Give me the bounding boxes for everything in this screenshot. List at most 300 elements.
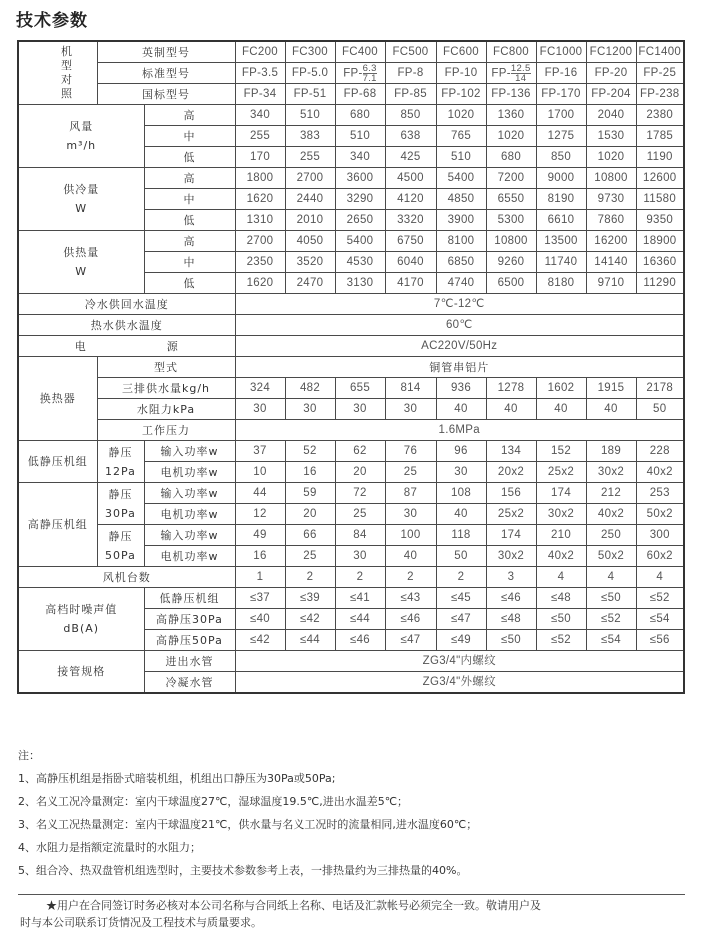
value-cell: 1275 xyxy=(536,126,586,147)
row-label: 输入功率w xyxy=(144,441,235,462)
model-cell: FP-16 xyxy=(536,63,586,84)
table-row xyxy=(18,294,684,315)
group-label: 低静压机组 xyxy=(18,441,97,483)
value-cell: 1.6MPa xyxy=(235,420,684,441)
model-cell xyxy=(486,63,536,84)
speed-label: 高 xyxy=(144,105,235,126)
value-cell: 2350 xyxy=(235,252,285,273)
note-item: 3、名义工况热量测定：室内干球温度21℃，供水量与名义工况时的流量相同,进水温度60℃； xyxy=(18,818,478,831)
value-cell: 4850 xyxy=(436,189,486,210)
row-label: 三排供水量kg/h xyxy=(97,378,235,399)
value-cell: 4170 xyxy=(385,273,436,294)
value-cell: 16 xyxy=(285,462,335,483)
cooling-label xyxy=(18,168,144,231)
value-cell: 40 xyxy=(586,399,636,420)
value-cell: 87 xyxy=(385,483,436,504)
row-label: 输入功率w xyxy=(144,483,235,504)
value-cell: 3320 xyxy=(385,210,436,231)
value-cell: 1700 xyxy=(536,105,586,126)
model-cell: FC200 xyxy=(235,41,285,63)
label-line: 静压 xyxy=(108,445,133,459)
value-cell: 10 xyxy=(235,462,285,483)
label-part: 源 xyxy=(166,339,179,353)
value-cell: 50x2 xyxy=(636,504,684,525)
value-cell: 510 xyxy=(335,126,385,147)
value-cell: ≤46 xyxy=(335,630,385,651)
value-cell: ≤45 xyxy=(436,588,486,609)
value-cell: 25x2 xyxy=(486,504,536,525)
model-cell: FP-136 xyxy=(486,84,536,105)
value-cell: 174 xyxy=(486,525,536,546)
label-line: 12Pa xyxy=(105,464,136,478)
value-cell: ≤40 xyxy=(235,609,285,630)
model-cell: FC1400 xyxy=(636,41,684,63)
value-cell: 9000 xyxy=(536,168,586,189)
value-cell: 96 xyxy=(436,441,486,462)
value-cell: 118 xyxy=(436,525,486,546)
value-cell: 30 xyxy=(335,546,385,567)
speed-label: 低 xyxy=(144,273,235,294)
value-cell: 383 xyxy=(285,126,335,147)
note-item: 1、高静压机组是指卧式暗装机组，机组出口静压为30Pa或50Pa; xyxy=(18,772,336,785)
value-cell: 52 xyxy=(285,441,335,462)
value-cell: 铜管串铝片 xyxy=(235,357,684,378)
value-cell: 2470 xyxy=(285,273,335,294)
table-row xyxy=(18,105,684,126)
fraction-bottom: 14 xyxy=(515,72,527,84)
value-cell: 1 xyxy=(235,567,285,588)
value-cell: 1915 xyxy=(586,378,636,399)
value-cell: 62 xyxy=(335,441,385,462)
value-cell: ≤50 xyxy=(536,609,586,630)
value-cell: 9710 xyxy=(586,273,636,294)
value-cell: 5300 xyxy=(486,210,536,231)
value-cell: 152 xyxy=(536,441,586,462)
value-cell: 655 xyxy=(335,378,385,399)
value-cell: 1602 xyxy=(536,378,586,399)
value-cell: 340 xyxy=(335,147,385,168)
model-cell: FC400 xyxy=(335,41,385,63)
table-row xyxy=(18,399,684,420)
value-cell: 59 xyxy=(285,483,335,504)
value-cell: ≤42 xyxy=(285,609,335,630)
value-cell: 108 xyxy=(436,483,486,504)
value-cell: 1310 xyxy=(235,210,285,231)
row-label: 电机功率w xyxy=(144,504,235,525)
fraction-top: 6.3 xyxy=(362,62,377,74)
row-label: 水阻力kPa xyxy=(97,399,235,420)
row-label: 高静压30Pa xyxy=(144,609,235,630)
model-cell: FC1200 xyxy=(586,41,636,63)
group-label: 接管规格 xyxy=(18,651,144,694)
value-cell: 510 xyxy=(436,147,486,168)
value-cell: 12 xyxy=(235,504,285,525)
value-cell: 936 xyxy=(436,378,486,399)
value-cell: 638 xyxy=(385,126,436,147)
value-cell: 6850 xyxy=(436,252,486,273)
value-cell: 25x2 xyxy=(536,462,586,483)
value-cell: 20 xyxy=(285,504,335,525)
value-cell: 189 xyxy=(586,441,636,462)
value-cell: 2440 xyxy=(285,189,335,210)
value-cell: 2010 xyxy=(285,210,335,231)
value-cell: 30 xyxy=(385,399,436,420)
value-cell: 4740 xyxy=(436,273,486,294)
value-cell: 9730 xyxy=(586,189,636,210)
value-cell: ≤44 xyxy=(285,630,335,651)
value-cell: ≤50 xyxy=(586,588,636,609)
value-cell: ≤50 xyxy=(486,630,536,651)
group-label: 换热器 xyxy=(18,357,97,441)
value-cell: 1020 xyxy=(436,105,486,126)
value-cell: 6040 xyxy=(385,252,436,273)
value-cell: ≤44 xyxy=(335,609,385,630)
value-cell: 1785 xyxy=(636,126,684,147)
model-cell: FP-25 xyxy=(636,63,684,84)
value-cell: 4 xyxy=(536,567,586,588)
page-title: 技术参数 xyxy=(16,11,88,31)
speed-label: 中 xyxy=(144,252,235,273)
value-cell: 253 xyxy=(636,483,684,504)
label-line: dB(A) xyxy=(63,622,100,635)
row-label: 进出水管 xyxy=(144,651,235,672)
footer-line-1: ★用户在合同签订时务必核对本公司名称与合同纸上名称、电话及汇款帐号必须完全一致。敬请用户及 xyxy=(46,899,541,912)
row-label: 型式 xyxy=(97,357,235,378)
value-cell: 76 xyxy=(385,441,436,462)
value-cell: 765 xyxy=(436,126,486,147)
value-cell: 814 xyxy=(385,378,436,399)
value-cell: 16360 xyxy=(636,252,684,273)
divider-line xyxy=(18,894,685,895)
value-cell: 3290 xyxy=(335,189,385,210)
value-cell: 2 xyxy=(436,567,486,588)
row-label: 高静压50Pa xyxy=(144,630,235,651)
value-cell: 2040 xyxy=(586,105,636,126)
table-row xyxy=(18,63,684,84)
value-cell: 3130 xyxy=(335,273,385,294)
fraction-bottom: 7.1 xyxy=(362,72,377,84)
value-cell: ≤48 xyxy=(486,609,536,630)
value-cell: 10800 xyxy=(486,231,536,252)
value-cell: 30 xyxy=(436,462,486,483)
value-cell: 4120 xyxy=(385,189,436,210)
group-label: 高静压机组 xyxy=(18,483,97,567)
value-cell: 25 xyxy=(335,504,385,525)
value-cell: ≤41 xyxy=(335,588,385,609)
sub-label xyxy=(97,441,144,483)
note-item: 2、名义工况冷量测定：室内干球温度27℃，湿球温度19.5℃,进出水温差5℃； xyxy=(18,795,409,808)
table-row xyxy=(18,651,684,672)
value-cell: 40x2 xyxy=(586,504,636,525)
value-cell: 3 xyxy=(486,567,536,588)
table-row xyxy=(18,231,684,252)
value-cell: ≤49 xyxy=(436,630,486,651)
model-cell: FC500 xyxy=(385,41,436,63)
value-cell: 255 xyxy=(285,147,335,168)
value-cell: 1620 xyxy=(235,189,285,210)
model-cell: FP-20 xyxy=(586,63,636,84)
value-cell: 482 xyxy=(285,378,335,399)
table-row xyxy=(18,441,684,462)
value-cell: 6550 xyxy=(486,189,536,210)
model-fraction xyxy=(511,64,531,83)
row-label: 英制型号 xyxy=(97,41,235,63)
label-part: 电 xyxy=(74,339,87,353)
value-cell: 4 xyxy=(586,567,636,588)
table-row xyxy=(18,336,684,357)
value-cell: 30x2 xyxy=(586,462,636,483)
value-cell: 7860 xyxy=(586,210,636,231)
value-cell: 13500 xyxy=(536,231,586,252)
value-cell: 8100 xyxy=(436,231,486,252)
value-cell: 50x2 xyxy=(586,546,636,567)
value-cell: 324 xyxy=(235,378,285,399)
sub-label xyxy=(97,483,144,525)
value-cell: ≤47 xyxy=(436,609,486,630)
value-cell: 2 xyxy=(385,567,436,588)
value-cell: ZG3/4"内螺纹 xyxy=(235,651,684,672)
value-cell: 49 xyxy=(235,525,285,546)
value-cell: 510 xyxy=(285,105,335,126)
speed-label: 中 xyxy=(144,126,235,147)
value-cell: ≤52 xyxy=(636,588,684,609)
model-cell: FC300 xyxy=(285,41,335,63)
value-cell: 3600 xyxy=(335,168,385,189)
value-cell: 6750 xyxy=(385,231,436,252)
table-row xyxy=(18,588,684,609)
value-cell: ≤52 xyxy=(536,630,586,651)
value-cell: 255 xyxy=(235,126,285,147)
value-cell: ≤46 xyxy=(385,609,436,630)
row-label: 电机功率w xyxy=(144,546,235,567)
value-cell: 40 xyxy=(486,399,536,420)
table-row xyxy=(18,357,684,378)
value-cell: 2650 xyxy=(335,210,385,231)
value-cell: 40 xyxy=(536,399,586,420)
value-cell: 2700 xyxy=(285,168,335,189)
value-cell: 4050 xyxy=(285,231,335,252)
value-cell: 66 xyxy=(285,525,335,546)
value-cell: 30 xyxy=(285,399,335,420)
value-cell: 850 xyxy=(536,147,586,168)
note-item: 5、组合冷、热双盘管机组选型时，主要技术参数参考上表，一排热量约为三排热量的40%。 xyxy=(18,864,468,877)
row-label: 冷凝水管 xyxy=(144,672,235,694)
value-cell: 1020 xyxy=(586,147,636,168)
notes-heading: 注： xyxy=(18,749,40,762)
value-cell: 250 xyxy=(586,525,636,546)
value-cell: 1278 xyxy=(486,378,536,399)
model-cell: FP-85 xyxy=(385,84,436,105)
value-cell: 6500 xyxy=(486,273,536,294)
value-cell: ≤43 xyxy=(385,588,436,609)
label-line: 供冷量 xyxy=(63,183,100,196)
model-cell: FP-204 xyxy=(586,84,636,105)
value-cell: 60℃ xyxy=(235,315,684,336)
value-cell: 40 xyxy=(436,399,486,420)
model-group-label-text: 机型对照 xyxy=(61,45,73,100)
row-label: 工作压力 xyxy=(97,420,235,441)
model-group-label xyxy=(18,41,97,105)
value-cell: 10800 xyxy=(586,168,636,189)
row-label: 冷水供回水温度 xyxy=(18,294,235,315)
value-cell: 680 xyxy=(486,147,536,168)
model-cell: FC800 xyxy=(486,41,536,63)
value-cell: ≤48 xyxy=(536,588,586,609)
value-cell: 60x2 xyxy=(636,546,684,567)
value-cell: 680 xyxy=(335,105,385,126)
value-cell: 84 xyxy=(335,525,385,546)
value-cell: 30 xyxy=(335,399,385,420)
value-cell: 6610 xyxy=(536,210,586,231)
speed-label: 低 xyxy=(144,210,235,231)
value-cell: 5400 xyxy=(335,231,385,252)
speed-label: 高 xyxy=(144,231,235,252)
value-cell: 1020 xyxy=(486,126,536,147)
value-cell: 50 xyxy=(436,546,486,567)
model-cell: FP-102 xyxy=(436,84,486,105)
model-prefix: FP- xyxy=(343,67,363,80)
table-row xyxy=(18,378,684,399)
model-cell: FC1000 xyxy=(536,41,586,63)
speed-label: 高 xyxy=(144,168,235,189)
value-cell: 44 xyxy=(235,483,285,504)
value-cell: 40 xyxy=(385,546,436,567)
label-line: 高档时噪声值 xyxy=(45,603,118,616)
table-row xyxy=(18,567,684,588)
model-cell: FP-8 xyxy=(385,63,436,84)
row-label: 电机功率w xyxy=(144,462,235,483)
value-cell: ≤37 xyxy=(235,588,285,609)
value-cell: 11580 xyxy=(636,189,684,210)
label-line: W xyxy=(75,265,88,278)
label-line: 静压 xyxy=(108,529,133,543)
value-cell: 7℃-12℃ xyxy=(235,294,684,315)
value-cell: 16200 xyxy=(586,231,636,252)
fraction-top: 12.5 xyxy=(510,62,531,74)
table-row xyxy=(18,483,684,504)
value-cell: 11290 xyxy=(636,273,684,294)
value-cell: 72 xyxy=(335,483,385,504)
row-label: 热水供水温度 xyxy=(18,315,235,336)
value-cell: 3900 xyxy=(436,210,486,231)
footer-line-2: 时与本公司联系订货情况及工程技术与质量要求。 xyxy=(20,916,262,929)
value-cell: 30 xyxy=(235,399,285,420)
value-cell: 300 xyxy=(636,525,684,546)
value-cell: 40x2 xyxy=(536,546,586,567)
table-row xyxy=(18,41,684,63)
model-fraction xyxy=(363,64,377,83)
label-line: 30Pa xyxy=(105,506,136,520)
speed-label: 低 xyxy=(144,147,235,168)
value-cell: 8190 xyxy=(536,189,586,210)
label-line: 静压 xyxy=(108,487,133,501)
spec-table xyxy=(17,40,685,694)
heating-label xyxy=(18,231,144,294)
value-cell: 18900 xyxy=(636,231,684,252)
value-cell: 212 xyxy=(586,483,636,504)
model-cell: FP-34 xyxy=(235,84,285,105)
value-cell: ≤56 xyxy=(636,630,684,651)
model-prefix: FP- xyxy=(491,67,511,80)
row-label: 低静压机组 xyxy=(144,588,235,609)
value-cell: 1190 xyxy=(636,147,684,168)
value-cell: 170 xyxy=(235,147,285,168)
row-label: 输入功率w xyxy=(144,525,235,546)
noise-label xyxy=(18,588,144,651)
value-cell: 11740 xyxy=(536,252,586,273)
value-cell: 1800 xyxy=(235,168,285,189)
value-cell: 425 xyxy=(385,147,436,168)
value-cell: 20 xyxy=(335,462,385,483)
value-cell: 174 xyxy=(536,483,586,504)
value-cell: 5400 xyxy=(436,168,486,189)
value-cell: 340 xyxy=(235,105,285,126)
model-cell: FP-5.0 xyxy=(285,63,335,84)
value-cell: 2380 xyxy=(636,105,684,126)
label-line: W xyxy=(75,202,88,215)
value-cell: ≤52 xyxy=(586,609,636,630)
value-cell: ≤54 xyxy=(636,609,684,630)
model-cell: FP-68 xyxy=(335,84,385,105)
value-cell: 850 xyxy=(385,105,436,126)
table-row xyxy=(18,84,684,105)
sub-label xyxy=(97,525,144,567)
value-cell: 4500 xyxy=(385,168,436,189)
table-row xyxy=(18,315,684,336)
value-cell: 2178 xyxy=(636,378,684,399)
value-cell: ≤47 xyxy=(385,630,436,651)
value-cell: 2 xyxy=(335,567,385,588)
value-cell: ≤54 xyxy=(586,630,636,651)
label-line: 50Pa xyxy=(105,548,136,562)
value-cell: 9260 xyxy=(486,252,536,273)
model-cell: FP-170 xyxy=(536,84,586,105)
value-cell: 2 xyxy=(285,567,335,588)
notes xyxy=(18,744,477,882)
value-cell: ≤46 xyxy=(486,588,536,609)
value-cell: 100 xyxy=(385,525,436,546)
model-cell: FP-10 xyxy=(436,63,486,84)
label-line: m³/h xyxy=(66,139,97,152)
value-cell: ZG3/4"外螺纹 xyxy=(235,672,684,694)
value-cell: 7200 xyxy=(486,168,536,189)
value-cell: 156 xyxy=(486,483,536,504)
value-cell: 4 xyxy=(636,567,684,588)
value-cell: 134 xyxy=(486,441,536,462)
value-cell: ≤42 xyxy=(235,630,285,651)
value-cell: 12600 xyxy=(636,168,684,189)
row-label: 国标型号 xyxy=(97,84,235,105)
value-cell: 25 xyxy=(285,546,335,567)
value-cell: AC220V/50Hz xyxy=(235,336,684,357)
note-item: 4、水阻力是指额定流量时的水阻力； xyxy=(18,841,201,854)
row-label xyxy=(18,336,235,357)
row-label: 风机台数 xyxy=(18,567,235,588)
value-cell: 1360 xyxy=(486,105,536,126)
value-cell: 3520 xyxy=(285,252,335,273)
value-cell: 8180 xyxy=(536,273,586,294)
value-cell: 40x2 xyxy=(636,462,684,483)
footer-notice xyxy=(20,897,686,931)
value-cell: 30x2 xyxy=(536,504,586,525)
model-cell xyxy=(335,63,385,84)
value-cell: 228 xyxy=(636,441,684,462)
value-cell: 1530 xyxy=(586,126,636,147)
value-cell: 50 xyxy=(636,399,684,420)
value-cell: 37 xyxy=(235,441,285,462)
speed-label: 中 xyxy=(144,189,235,210)
value-cell: 14140 xyxy=(586,252,636,273)
